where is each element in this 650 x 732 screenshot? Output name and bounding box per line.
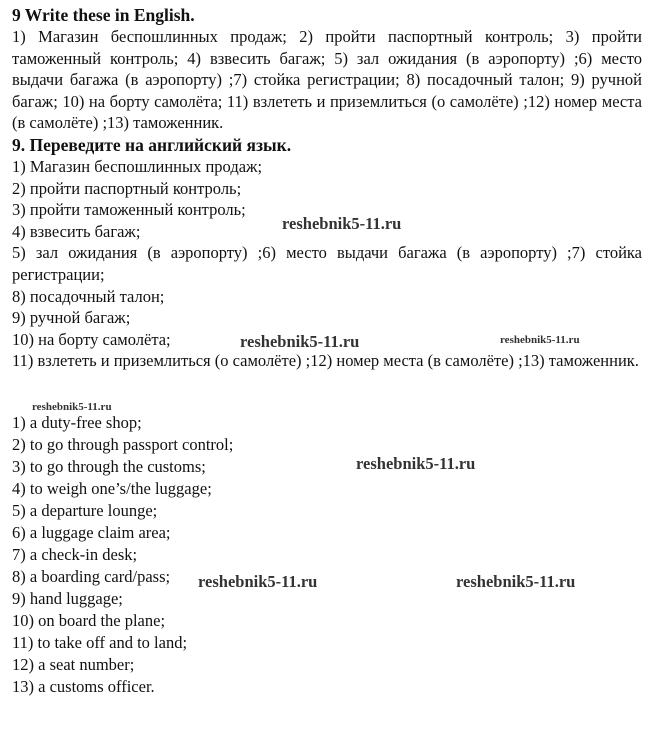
ru-item: 1) Магазин беспошлинных продаж; [12,156,263,176]
ru-item: 11) взлететь и приземлиться (о самолёте) ;12) номер места (в самолёте) ;13) таможенник. [12,351,639,371]
answer-item: 4) to weigh one’s/the luggage; [12,479,212,498]
ru-item: 10) на борту самолёта; [12,329,171,349]
watermark: reshebnik5-11.ru [240,332,360,351]
exercise-heading-en: 9 Write these in English. [12,5,195,25]
watermark: reshebnik5-11.ru [456,572,576,591]
ru-item: 8) посадочный талон; [12,286,165,306]
answer-item: 9) hand luggage; [12,589,123,608]
answer-item: 7) a check-in desk; [12,545,138,564]
answer-item: 8) a boarding card/pass; [12,567,171,586]
exercise-heading-ru: 9. Переведите на английский язык. [12,134,292,155]
exercise-text-en: 1) Магазин беспошлинных продаж; 2) пройти паспортный контроль; 3) пройти таможенный контроль; 4) взвесить багаж; 5) зал ожидания (в аэропорту) ;6) место выдачи багажа (в аэропорту) ;7) стойка регистрации; 8) посадочный талон; 9) ручной багаж; 10) на борту самолёта; 11) взлететь и приземлиться (о самолёте) ;12) номер места (в самолёте) ;13) таможенник. [12,27,642,133]
watermark: reshebnik5-11.ru [282,214,402,233]
answer-item: 3) to go through the customs; [12,457,206,476]
exercise-document [12,4,642,372]
ru-item: 4) взвесить багаж; [12,221,141,241]
answer-item: 10) on board the plane; [12,611,166,630]
answer-item: 5) a departure lounge; [12,501,158,520]
ru-item: 2) пройти паспортный контроль; [12,178,242,198]
answer-item: 12) a seat number; [12,655,135,674]
answer-item: 2) to go through passport control; [12,435,234,454]
watermark: reshebnik5-11.ru [32,401,112,413]
ru-item: 3) пройти таможенный контроль; [12,200,246,220]
answer-item: 11) to take off and to land; [12,633,188,652]
watermark: reshebnik5-11.ru [198,572,318,591]
watermark: reshebnik5-11.ru [356,454,476,473]
answers-list [12,412,612,698]
answer-item: 1) a duty-free shop; [12,413,142,432]
answer-item: 6) a luggage claim area; [12,523,171,542]
ru-item: 9) ручной багаж; [12,308,131,328]
watermark: reshebnik5-11.ru [500,334,580,346]
answer-item: 13) a customs officer. [12,677,155,696]
ru-item: 5) зал ожидания (в аэропорту) ;6) место выдачи багажа (в аэропорту) ;7) стойка регистрации; [12,243,642,284]
